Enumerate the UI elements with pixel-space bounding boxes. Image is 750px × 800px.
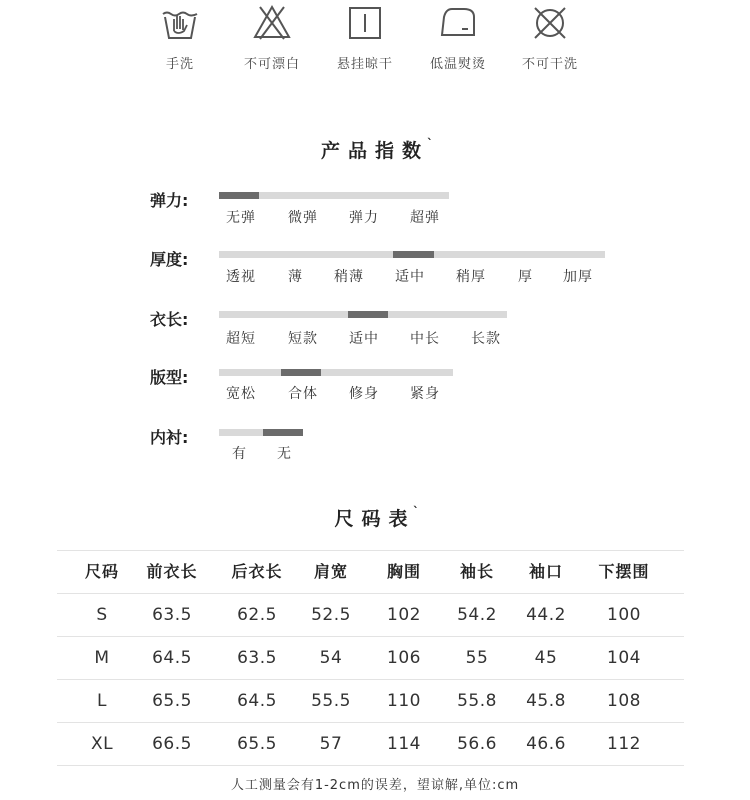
table-cell: 100 [607,605,641,625]
table-cell: 54.2 [457,605,497,625]
table-header-cell: 袖长 [459,562,494,581]
table-header-cell: 尺码 [84,562,119,581]
care-instructions [0,0,750,80]
table-cell: 62.5 [237,605,277,625]
hand-wash-icon [160,3,200,43]
index-option: 紧身 [410,386,440,402]
table-cell: 55.5 [311,691,351,711]
hang-dry-icon [345,3,385,43]
table-cell: 64.5 [237,691,277,711]
table-cell: XL [90,734,114,754]
table-cell: 102 [387,605,421,625]
table-cell: 112 [607,734,641,754]
index-option: 长款 [471,331,501,347]
size-chart-title: 尺码表 [334,508,416,530]
index-option: 超弹 [410,210,440,226]
index-option: 有 [232,446,247,462]
product-index-title: 产品指数 [320,140,429,162]
table-cell: 45.8 [526,691,566,711]
index-marker [263,429,303,436]
index-option: 加厚 [563,269,593,285]
table-header-cell: 后衣长 [231,562,283,581]
index-option: 修身 [349,386,379,402]
table-header-cell: 肩宽 [313,562,348,581]
table-cell: 63.5 [237,648,277,668]
index-marker [393,251,434,258]
table-cell: 57 [319,734,343,754]
measurement-note: 人工测量会有1-2cm的误差，望谅解,单位:cm [230,778,520,793]
no-tumble-dry-icon [530,3,570,43]
index-option: 稍薄 [334,269,364,285]
table-row [57,637,684,680]
care-item [320,3,410,72]
index-option: 厚 [518,269,533,285]
index-label-thickness: 厚度: [150,250,189,269]
index-option: 短款 [288,331,318,347]
table-header-cell: 前衣长 [146,562,198,581]
table-cell: 52.5 [311,605,351,625]
index-option: 适中 [349,331,379,347]
table-cell: 55.8 [457,691,497,711]
care-item [227,3,317,72]
index-marker [219,192,259,199]
care-item [505,3,595,72]
table-header-row [57,550,684,594]
table-cell: 56.6 [457,734,497,754]
index-bar-length [219,311,507,318]
table-cell: 45 [534,648,558,668]
index-label-fit: 版型: [150,368,189,387]
table-cell: 106 [387,648,421,668]
index-bar-lining [219,429,303,436]
table-cell: 110 [387,691,421,711]
index-option: 微弹 [288,210,318,226]
index-option: 薄 [288,269,303,285]
table-cell: L [97,691,107,711]
table-cell: 65.5 [237,734,277,754]
index-bar-elasticity [219,192,449,199]
care-item [413,3,503,72]
size-table [57,550,684,766]
table-cell: 114 [387,734,421,754]
care-item [135,3,225,72]
care-label: 悬挂晾干 [336,57,393,72]
table-cell: 63.5 [152,605,192,625]
index-option: 合体 [288,386,318,402]
index-option: 透视 [226,269,256,285]
index-option: 弹力 [349,210,379,226]
index-marker [348,311,388,318]
table-cell: 65.5 [152,691,192,711]
index-label-length: 衣长: [150,310,189,329]
index-option: 中长 [410,331,440,347]
index-option: 超短 [226,331,256,347]
care-label: 低温熨烫 [429,57,486,72]
low-iron-icon [438,3,478,43]
table-cell: 46.6 [526,734,566,754]
table-header-cell: 袖口 [528,562,563,581]
table-cell: 108 [607,691,641,711]
table-cell: 66.5 [152,734,192,754]
care-label: 不可漂白 [243,57,300,72]
table-header-cell: 下摆围 [598,562,650,581]
index-label-elasticity: 弹力: [150,191,189,210]
index-label-lining: 内衬: [150,428,189,447]
table-cell: 104 [607,648,641,668]
table-row [57,594,684,637]
table-cell: 64.5 [152,648,192,668]
table-cell: 54 [319,648,343,668]
care-label: 手洗 [165,57,194,72]
table-cell: 44.2 [526,605,566,625]
title-tick-mark: ˎ [427,126,433,140]
table-cell: M [94,648,110,668]
table-row [57,723,684,766]
care-label: 不可干洗 [521,57,578,72]
index-bar-thickness [219,251,605,258]
table-cell: 55 [465,648,489,668]
index-option: 无弹 [226,210,256,226]
table-header-cell: 胸围 [386,562,421,581]
index-marker [281,369,321,376]
table-row [57,680,684,723]
index-option: 稍厚 [456,269,486,285]
index-option: 无 [277,446,292,462]
index-bar-fit [219,369,453,376]
index-option: 宽松 [226,386,256,402]
no-bleach-icon [252,3,292,43]
title-tick-mark: ˎ [413,494,419,508]
index-option: 适中 [395,269,425,285]
table-cell: S [96,605,108,625]
